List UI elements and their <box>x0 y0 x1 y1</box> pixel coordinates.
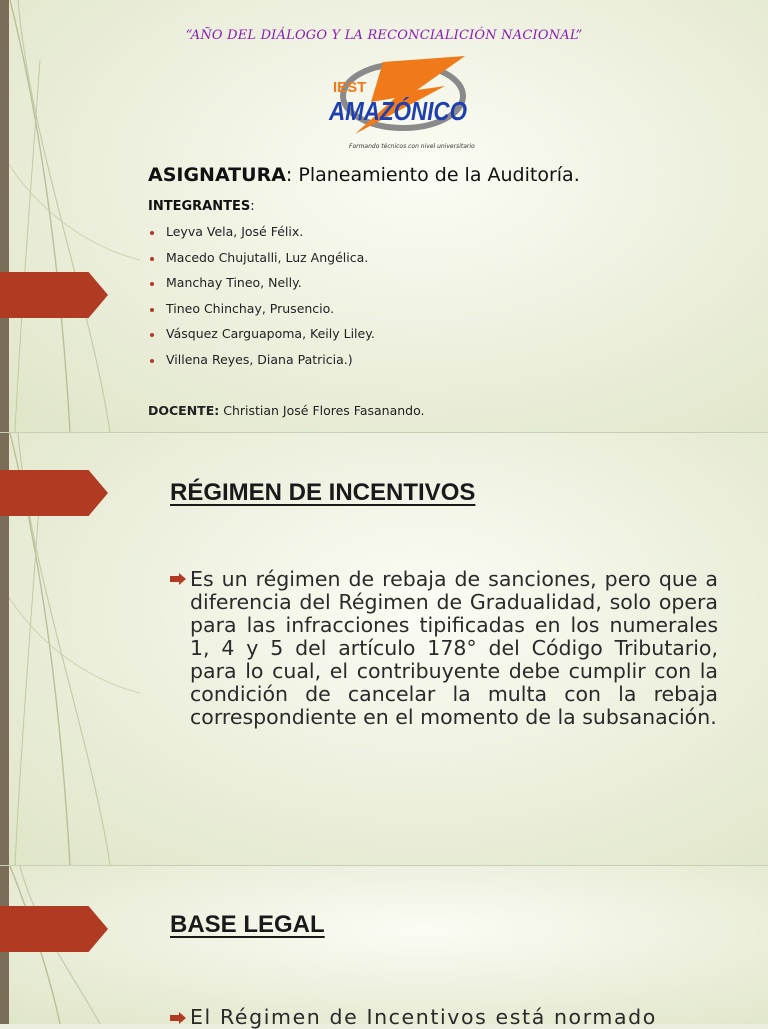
member-item: Macedo Chujutalli, Luz Angélica. <box>148 250 375 276</box>
slide-title: BASE LEGAL <box>170 911 325 938</box>
subject-colon: : <box>285 164 293 186</box>
motto-heading: “AÑO DEL DIÁLOGO Y LA RECONCIALICIÓN NACIONAL” <box>185 28 583 43</box>
subject-label: ASIGNATURA <box>148 164 286 186</box>
slide-cover <box>0 0 768 432</box>
accent-arrow-tab <box>0 906 108 952</box>
bullet-paragraph: El Régimen de Incentivos está normado <box>190 1005 657 1029</box>
member-item: Manchay Tineo, Nelly. <box>148 275 375 301</box>
slide-base-legal <box>0 866 768 1029</box>
integrantes-label: INTEGRANTES <box>148 199 251 214</box>
accent-arrow-tab <box>0 470 108 516</box>
logo-name: AMAZÓNICO <box>328 96 467 126</box>
bullet-paragraph: Es un régimen de rebaja de sanciones, pero que a diferencia del Régimen de Gradualidad, solo opera para las infracciones tipificadas en los numerales 1, 4 y 5 del artículo 178° del Código Tributario, para lo cual, el contribuyente debe cumplir con la condición de cancelar la multa con la rebaja correspondiente en el momento de la subsanación. <box>190 567 718 729</box>
member-item: Villena Reyes, Diana Patricia.) <box>148 352 375 378</box>
logo-tagline: Formando técnicos con nivel universitario <box>349 143 475 150</box>
members-list <box>148 224 375 377</box>
docente-line <box>148 403 425 418</box>
iest-amazonico-logo <box>325 52 475 152</box>
subject-line <box>148 164 580 186</box>
member-item: Vásquez Carguapoma, Keily Liley. <box>148 326 375 352</box>
arrow-bullet-icon <box>170 1012 186 1024</box>
left-bar <box>0 0 9 432</box>
integrantes-heading <box>148 199 255 214</box>
member-item: Tineo Chinchay, Prusencio. <box>148 301 375 327</box>
logo-top-text: IEST <box>333 79 367 96</box>
subject-value: Planeamiento de la Auditoría. <box>292 164 580 186</box>
docente-label: DOCENTE: <box>148 403 220 418</box>
integrantes-colon: : <box>250 199 255 214</box>
member-item: Leyva Vela, José Félix. <box>148 224 375 250</box>
accent-arrow-tab <box>0 272 108 318</box>
slide-regimen-incentivos <box>0 433 768 865</box>
slide-title: RÉGIMEN DE INCENTIVOS <box>170 479 476 506</box>
docente-value: Christian José Flores Fasanando. <box>219 403 425 418</box>
arrow-bullet-icon <box>170 573 186 585</box>
decorative-curves <box>0 0 140 432</box>
